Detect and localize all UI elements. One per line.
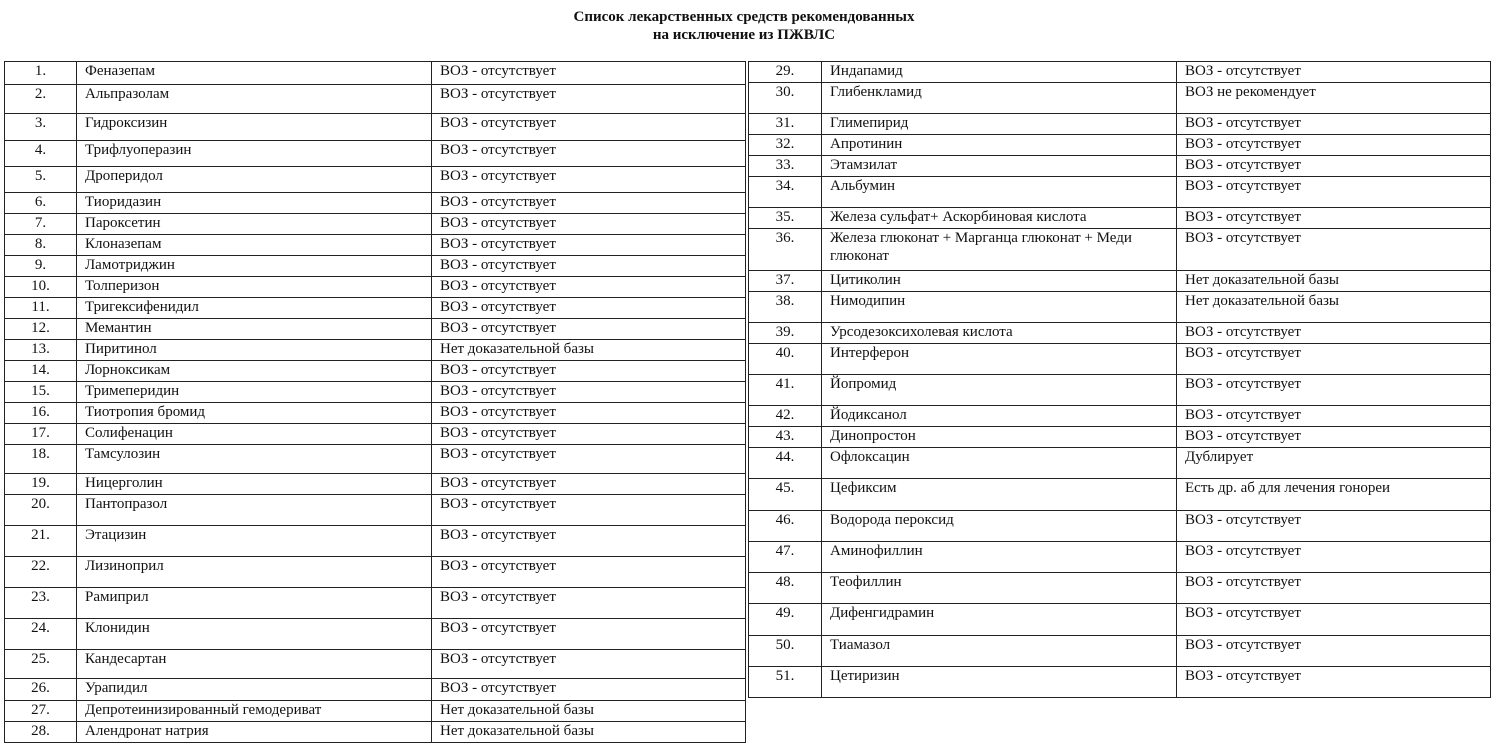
row-number: 11. (5, 298, 77, 319)
table-row (749, 208, 1491, 229)
table-row (5, 361, 746, 382)
table-row (749, 511, 1491, 542)
row-number: 44. (749, 448, 822, 479)
table-row (5, 277, 746, 298)
exclusion-reason: ВОЗ - отсутствует (432, 557, 746, 588)
exclusion-reason: ВОЗ - отсутствует (432, 193, 746, 214)
row-number: 19. (5, 474, 77, 495)
drug-name: Теофиллин (822, 573, 1177, 604)
exclusion-reason: Нет доказательной базы (432, 340, 746, 361)
drug-name: Дроперидол (77, 167, 432, 193)
exclusion-reason: ВОЗ - отсутствует (1177, 229, 1491, 271)
row-number: 14. (5, 361, 77, 382)
table-row (5, 319, 746, 340)
drug-name: Гидроксизин (77, 114, 432, 141)
table-row (5, 85, 746, 114)
drug-table-left (4, 61, 746, 743)
table-row (5, 340, 746, 361)
table-row (5, 256, 746, 277)
exclusion-reason: Нет доказательной базы (1177, 271, 1491, 292)
row-number: 23. (5, 588, 77, 619)
row-number: 35. (749, 208, 822, 229)
table-row (5, 193, 746, 214)
drug-name: Трифлуоперазин (77, 141, 432, 167)
table-row (749, 479, 1491, 511)
exclusion-reason: ВОЗ - отсутствует (432, 403, 746, 424)
exclusion-reason: Нет доказательной базы (432, 722, 746, 743)
drug-name: Альбумин (822, 177, 1177, 208)
table-row (5, 403, 746, 424)
exclusion-reason: ВОЗ - отсутствует (432, 85, 746, 114)
exclusion-reason: ВОЗ не рекомендует (1177, 83, 1491, 114)
exclusion-reason: ВОЗ - отсутствует (432, 495, 746, 526)
title-line-2: на исключение из ПЖВЛС (652, 27, 836, 43)
table-row (749, 427, 1491, 448)
table-row (5, 382, 746, 403)
drug-name: Алендронат натрия (77, 722, 432, 743)
drug-name: Тримеперидин (77, 382, 432, 403)
exclusion-reason: ВОЗ - отсутствует (1177, 636, 1491, 667)
drug-name: Толперизон (77, 277, 432, 298)
table-row (749, 62, 1491, 83)
row-number: 26. (5, 679, 77, 701)
table-row (749, 604, 1491, 636)
exclusion-reason: ВОЗ - отсутствует (1177, 344, 1491, 375)
table-row (749, 292, 1491, 323)
exclusion-reason: ВОЗ - отсутствует (1177, 542, 1491, 573)
drug-name: Лизиноприл (77, 557, 432, 588)
table-row (5, 650, 746, 679)
row-number: 32. (749, 135, 822, 156)
drug-name: Цитиколин (822, 271, 1177, 292)
table-row (5, 722, 746, 743)
table-row (749, 114, 1491, 135)
drug-name: Железа глюконат + Марганца глюконат + Меди глюконат (822, 229, 1177, 271)
table-row (5, 114, 746, 141)
exclusion-reason: ВОЗ - отсутствует (432, 319, 746, 340)
exclusion-reason: ВОЗ - отсутствует (432, 588, 746, 619)
exclusion-reason: Есть др. аб для лечения гонореи (1177, 479, 1491, 511)
row-number: 41. (749, 375, 822, 406)
row-number: 10. (5, 277, 77, 298)
row-number: 37. (749, 271, 822, 292)
table-row (5, 701, 746, 722)
drug-name: Урапидил (77, 679, 432, 701)
row-number: 36. (749, 229, 822, 271)
row-number: 43. (749, 427, 822, 448)
table-row (5, 588, 746, 619)
exclusion-reason: ВОЗ - отсутствует (1177, 511, 1491, 542)
drug-name: Йодиксанол (822, 406, 1177, 427)
drug-table-right (748, 61, 1491, 698)
exclusion-reason: ВОЗ - отсутствует (1177, 323, 1491, 344)
row-number: 4. (5, 141, 77, 167)
exclusion-reason: ВОЗ - отсутствует (1177, 604, 1491, 636)
exclusion-reason: ВОЗ - отсутствует (432, 235, 746, 256)
table-row (749, 83, 1491, 114)
row-number: 47. (749, 542, 822, 573)
table-row (749, 375, 1491, 406)
row-number: 48. (749, 573, 822, 604)
drug-name: Клоназепам (77, 235, 432, 256)
exclusion-reason: ВОЗ - отсутствует (1177, 667, 1491, 698)
row-number: 50. (749, 636, 822, 667)
exclusion-reason: ВОЗ - отсутствует (432, 650, 746, 679)
table-row (5, 424, 746, 445)
drug-name: Тиоридазин (77, 193, 432, 214)
row-number: 6. (5, 193, 77, 214)
table-row (5, 526, 746, 557)
drug-name: Мемантин (77, 319, 432, 340)
table-row (749, 177, 1491, 208)
row-number: 40. (749, 344, 822, 375)
row-number: 49. (749, 604, 822, 636)
row-number: 42. (749, 406, 822, 427)
exclusion-reason: ВОЗ - отсутствует (1177, 208, 1491, 229)
drug-name: Апротинин (822, 135, 1177, 156)
row-number: 20. (5, 495, 77, 526)
exclusion-reason: ВОЗ - отсутствует (432, 474, 746, 495)
exclusion-reason: ВОЗ - отсутствует (1177, 573, 1491, 604)
drug-name: Динопростон (822, 427, 1177, 448)
table-row (5, 557, 746, 588)
row-number: 17. (5, 424, 77, 445)
exclusion-reason: ВОЗ - отсутствует (432, 424, 746, 445)
row-number: 21. (5, 526, 77, 557)
drug-name: Йопромид (822, 375, 1177, 406)
table-row (749, 667, 1491, 698)
table-row (5, 619, 746, 650)
exclusion-reason: ВОЗ - отсутствует (1177, 406, 1491, 427)
drug-name: Этамзилат (822, 156, 1177, 177)
exclusion-reason: Нет доказательной базы (1177, 292, 1491, 323)
table-row (749, 406, 1491, 427)
row-number: 28. (5, 722, 77, 743)
table-row (5, 235, 746, 256)
table-row (749, 448, 1491, 479)
title-line-1: Список лекарственных средств рекомендованных (573, 9, 915, 25)
row-number: 46. (749, 511, 822, 542)
table-row (5, 298, 746, 319)
exclusion-reason: ВОЗ - отсутствует (1177, 177, 1491, 208)
drug-name: Железа сульфат+ Аскорбиновая кислота (822, 208, 1177, 229)
row-number: 15. (5, 382, 77, 403)
table-row (749, 323, 1491, 344)
row-number: 7. (5, 214, 77, 235)
drug-name: Клонидин (77, 619, 432, 650)
drug-name: Лорноксикам (77, 361, 432, 382)
row-number: 3. (5, 114, 77, 141)
document-title (0, 8, 1488, 44)
drug-name: Глибенкламид (822, 83, 1177, 114)
table-row (5, 167, 746, 193)
drug-name: Этацизин (77, 526, 432, 557)
drug-name: Индапамид (822, 62, 1177, 83)
drug-name: Глимепирид (822, 114, 1177, 135)
drug-name: Тиотропия бромид (77, 403, 432, 424)
exclusion-reason: ВОЗ - отсутствует (1177, 427, 1491, 448)
exclusion-reason: ВОЗ - отсутствует (1177, 114, 1491, 135)
row-number: 12. (5, 319, 77, 340)
drug-name: Альпразолам (77, 85, 432, 114)
drug-name: Пароксетин (77, 214, 432, 235)
drug-name: Феназепам (77, 62, 432, 85)
row-number: 22. (5, 557, 77, 588)
drug-name: Урсодезоксихолевая кислота (822, 323, 1177, 344)
table-row (749, 135, 1491, 156)
table-row (5, 445, 746, 474)
exclusion-reason: ВОЗ - отсутствует (432, 679, 746, 701)
table-row (749, 542, 1491, 573)
drug-name: Дифенгидрамин (822, 604, 1177, 636)
exclusion-reason: ВОЗ - отсутствует (432, 167, 746, 193)
row-number: 27. (5, 701, 77, 722)
row-number: 5. (5, 167, 77, 193)
row-number: 38. (749, 292, 822, 323)
row-number: 33. (749, 156, 822, 177)
table-row (5, 474, 746, 495)
exclusion-reason: Нет доказательной базы (432, 701, 746, 722)
exclusion-reason: ВОЗ - отсутствует (432, 298, 746, 319)
row-number: 18. (5, 445, 77, 474)
row-number: 9. (5, 256, 77, 277)
table-row (5, 62, 746, 85)
drug-name: Интерферон (822, 344, 1177, 375)
drug-name: Водорода пероксид (822, 511, 1177, 542)
drug-name: Аминофиллин (822, 542, 1177, 573)
drug-name: Депротеинизированный гемодериват (77, 701, 432, 722)
row-number: 25. (5, 650, 77, 679)
row-number: 31. (749, 114, 822, 135)
table-row (5, 214, 746, 235)
drug-name: Солифенацин (77, 424, 432, 445)
row-number: 39. (749, 323, 822, 344)
drug-name: Ламотриджин (77, 256, 432, 277)
drug-name: Цефиксим (822, 479, 1177, 511)
exclusion-reason: ВОЗ - отсутствует (432, 256, 746, 277)
exclusion-reason: ВОЗ - отсутствует (432, 214, 746, 235)
table-row (749, 636, 1491, 667)
row-number: 45. (749, 479, 822, 511)
drug-name: Офлоксацин (822, 448, 1177, 479)
drug-name: Тригексифенидил (77, 298, 432, 319)
exclusion-reason: ВОЗ - отсутствует (432, 277, 746, 298)
table-row (749, 271, 1491, 292)
exclusion-reason: ВОЗ - отсутствует (1177, 62, 1491, 83)
exclusion-reason: ВОЗ - отсутствует (432, 526, 746, 557)
drug-name: Тамсулозин (77, 445, 432, 474)
exclusion-reason: ВОЗ - отсутствует (1177, 156, 1491, 177)
drug-name: Пиритинол (77, 340, 432, 361)
drug-name: Пантопразол (77, 495, 432, 526)
row-number: 30. (749, 83, 822, 114)
exclusion-reason: ВОЗ - отсутствует (432, 62, 746, 85)
drug-name: Тиамазол (822, 636, 1177, 667)
row-number: 29. (749, 62, 822, 83)
drug-name: Кандесартан (77, 650, 432, 679)
exclusion-reason: ВОЗ - отсутствует (432, 361, 746, 382)
row-number: 34. (749, 177, 822, 208)
table-row (749, 573, 1491, 604)
table-row (5, 141, 746, 167)
row-number: 8. (5, 235, 77, 256)
table-row (749, 229, 1491, 271)
exclusion-reason: ВОЗ - отсутствует (432, 619, 746, 650)
drug-name: Цетиризин (822, 667, 1177, 698)
row-number: 24. (5, 619, 77, 650)
drug-name: Ницерголин (77, 474, 432, 495)
row-number: 2. (5, 85, 77, 114)
row-number: 1. (5, 62, 77, 85)
row-number: 13. (5, 340, 77, 361)
exclusion-reason: ВОЗ - отсутствует (432, 382, 746, 403)
drug-name: Рамиприл (77, 588, 432, 619)
table-row (749, 156, 1491, 177)
row-number: 16. (5, 403, 77, 424)
exclusion-reason: ВОЗ - отсутствует (432, 114, 746, 141)
exclusion-reason: Дублирует (1177, 448, 1491, 479)
table-row (749, 344, 1491, 375)
exclusion-reason: ВОЗ - отсутствует (432, 445, 746, 474)
row-number: 51. (749, 667, 822, 698)
drug-name: Нимодипин (822, 292, 1177, 323)
exclusion-reason: ВОЗ - отсутствует (1177, 135, 1491, 156)
exclusion-reason: ВОЗ - отсутствует (432, 141, 746, 167)
exclusion-reason: ВОЗ - отсутствует (1177, 375, 1491, 406)
table-row (5, 495, 746, 526)
table-row (5, 679, 746, 701)
